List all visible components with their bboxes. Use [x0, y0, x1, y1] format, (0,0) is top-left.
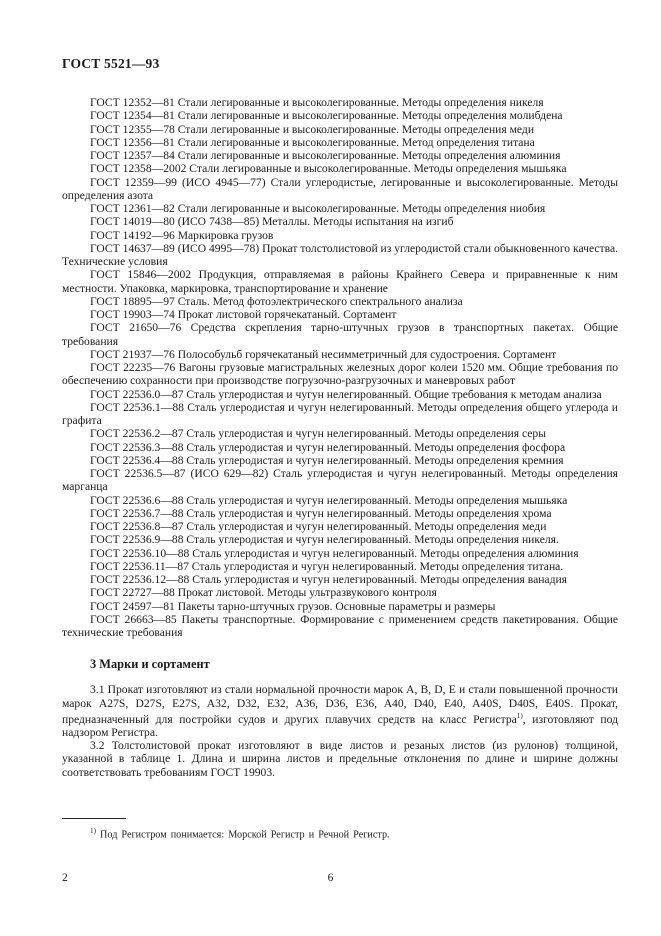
reference-entry: ГОСТ 12357—84 Стали легированные и высоколегированные. Методы определения алюминия	[90, 149, 561, 162]
reference-entry: ГОСТ 22536.7—88 Сталь углеродистая и чугун нелегированный. Методы определения хрома	[90, 506, 552, 520]
reference-entry: ГОСТ 12354—81 Стали легированные и высоколегированные. Методы определения молибдена	[90, 109, 563, 123]
footnote-separator-rule	[62, 818, 126, 819]
reference-entry: ГОСТ 12352—81 Стали легированные и высоколегированные. Методы определения никеля	[90, 96, 544, 109]
reference-entry: ГОСТ 12359—99 (ИСО 4945—77) Стали углеродистые, легированные и высоколегированные. Методы определения азота	[62, 175, 618, 202]
reference-entry: ГОСТ 22536.1—88 Сталь углеродистая и чугун нелегированный. Методы определения общего углерода и графита	[62, 400, 618, 427]
reference-entry: ГОСТ 22536.5—87 (ИСО 629—82) Сталь углеродистая и чугун нелегированный. Методы определения марганца	[62, 467, 618, 494]
normative-references-list	[62, 96, 618, 639]
reference-entry: ГОСТ 12358—2002 Стали легированные и высоколегированные. Методы определения мышьяка	[90, 162, 567, 176]
reference-entry: ГОСТ 22536.0—87 Сталь углеродистая и чугун нелегированный. Общие требования к методам анализа	[90, 387, 602, 401]
reference-entry: ГОСТ 22536.2—87 Сталь углеродистая и чугун нелегированный. Методы определения серы	[90, 427, 546, 441]
clause-3-1-text-before-footnote: 3.1 Прокат изготовляют из стали нормальной прочности марок A, B, D, E и стали повышенной прочности марок A27S, D27S, E27S, A32, D32, E32, A36, D36, E36, A40, D40, E40, A40S, D40S, E40S. Прокат, предназначенный для постройки судов и других плавучих средств на класс Регистра	[62, 683, 618, 726]
reference-entry: ГОСТ 18895—97 Сталь. Метод фотоэлектрического спектрального анализа	[90, 294, 463, 308]
page-number-center: 6	[327, 872, 334, 884]
section-heading-marki-i-sortament: 3 Марки и сортамент	[90, 657, 210, 672]
footnote-block	[62, 818, 618, 841]
reference-entry: ГОСТ 12361—82 Стали легированные и высоколегированные. Методы определения ниобия	[90, 202, 546, 215]
running-header-standard-number: ГОСТ 5521—93	[62, 56, 160, 71]
reference-entry: ГОСТ 22536.4—88 Сталь углеродистая и чугун нелегированный. Методы определения кремния	[90, 453, 564, 467]
footnote-1	[62, 825, 618, 841]
document-body	[62, 96, 618, 779]
reference-entry: ГОСТ 22536.6—88 Сталь углеродистая и чугун нелегированный. Методы определения мышьяка	[90, 493, 568, 507]
reference-entry: ГОСТ 19903—74 Прокат листовой горячекатаный. Сортамент	[90, 308, 397, 321]
reference-entry: ГОСТ 26663—85 Пакеты транспортные. Формирование с применением средств пакетирования. Общие технические требования	[62, 612, 618, 639]
clause-3-1-text-after-footnote: , изготовляют под надзором Регистра.	[62, 712, 618, 739]
reference-entry: ГОСТ 15846—2002 Продукция, отправляемая в районы Крайнего Севера и приравненные к ним местности. Упаковка, маркировка, транспортирование и хранение	[62, 268, 618, 295]
reference-entry: ГОСТ 22235—76 Вагоны грузовые магистральных железных дорог колеи 1520 мм. Общие требования по обеспечению сохранности при производстве погрузочно-разгрузочных и маневровых работ	[62, 361, 618, 388]
reference-entry: ГОСТ 21650—76 Средства скрепления тарно-штучных грузов в транспортных пакетах. Общие требования	[62, 321, 618, 348]
reference-entry: ГОСТ 22536.12—88 Сталь углеродистая и чугун нелегированный. Методы определения ванадия	[90, 573, 568, 586]
reference-entry: ГОСТ 21937—76 Полособульб горячекатаный несимметричный для судостроения. Сортамент	[90, 347, 557, 361]
reference-entry: ГОСТ 14192—96 Маркировка грузов	[90, 228, 274, 242]
reference-entry: ГОСТ 24597—81 Пакеты тарно-штучных грузов. Основные параметры и размеры	[90, 599, 496, 613]
reference-entry: ГОСТ 22536.8—87 Сталь углеродистая и чугун нелегированный. Методы определения меди	[90, 520, 547, 533]
reference-entry: ГОСТ 14019—80 (ИСО 7438—85) Металлы. Методы испытания на изгиб	[90, 215, 454, 229]
reference-entry: ГОСТ 22536.3—88 Сталь углеродистая и чугун нелегированный. Методы определения фосфора	[90, 440, 566, 454]
reference-entry: ГОСТ 12355—78 Стали легированные и высоколегированные. Методы определения меди	[90, 122, 535, 136]
reference-entry: ГОСТ 22536.11—87 Сталь углеродистая и чугун нелегированный. Методы определения титана.	[90, 559, 564, 573]
reference-entry: ГОСТ 12356—81 Стали легированные и высоколегированные. Метод определения титана	[90, 135, 535, 149]
footnote-marker: 1)	[90, 827, 96, 835]
clause-3-2: 3.2 Толстолистовой прокат изготовляют в виде листов и резаных листов (из рулонов) толщиной, указанной в таблице 1. Длина и ширина листов и предельные отклонения по длине и ширине должны соответствовать требованиям ГОСТ 19903.	[62, 739, 618, 779]
clause-3-1	[62, 671, 618, 739]
footnote-text: Под Регистром понимается: Морской Регистр и Речной Регистр.	[100, 829, 390, 841]
reference-entry: ГОСТ 22536.10—88 Сталь углеродистая и чугун нелегированный. Методы определения алюминия	[90, 546, 579, 560]
reference-entry: ГОСТ 14637—89 (ИСО 4995—78) Прокат толстолистовой из углеродистой стали обыкновенного качества. Технические условия	[62, 241, 618, 268]
reference-entry: ГОСТ 22536.9—88 Сталь углеродистая и чугун нелегированный. Методы определения никеля.	[90, 533, 559, 547]
footnote-reference-marker[interactable]: 1)	[516, 711, 523, 720]
page-number-left: 2	[62, 872, 68, 884]
reference-entry: ГОСТ 22727—88 Прокат листовой. Методы ультразвукового контроля	[90, 586, 437, 600]
